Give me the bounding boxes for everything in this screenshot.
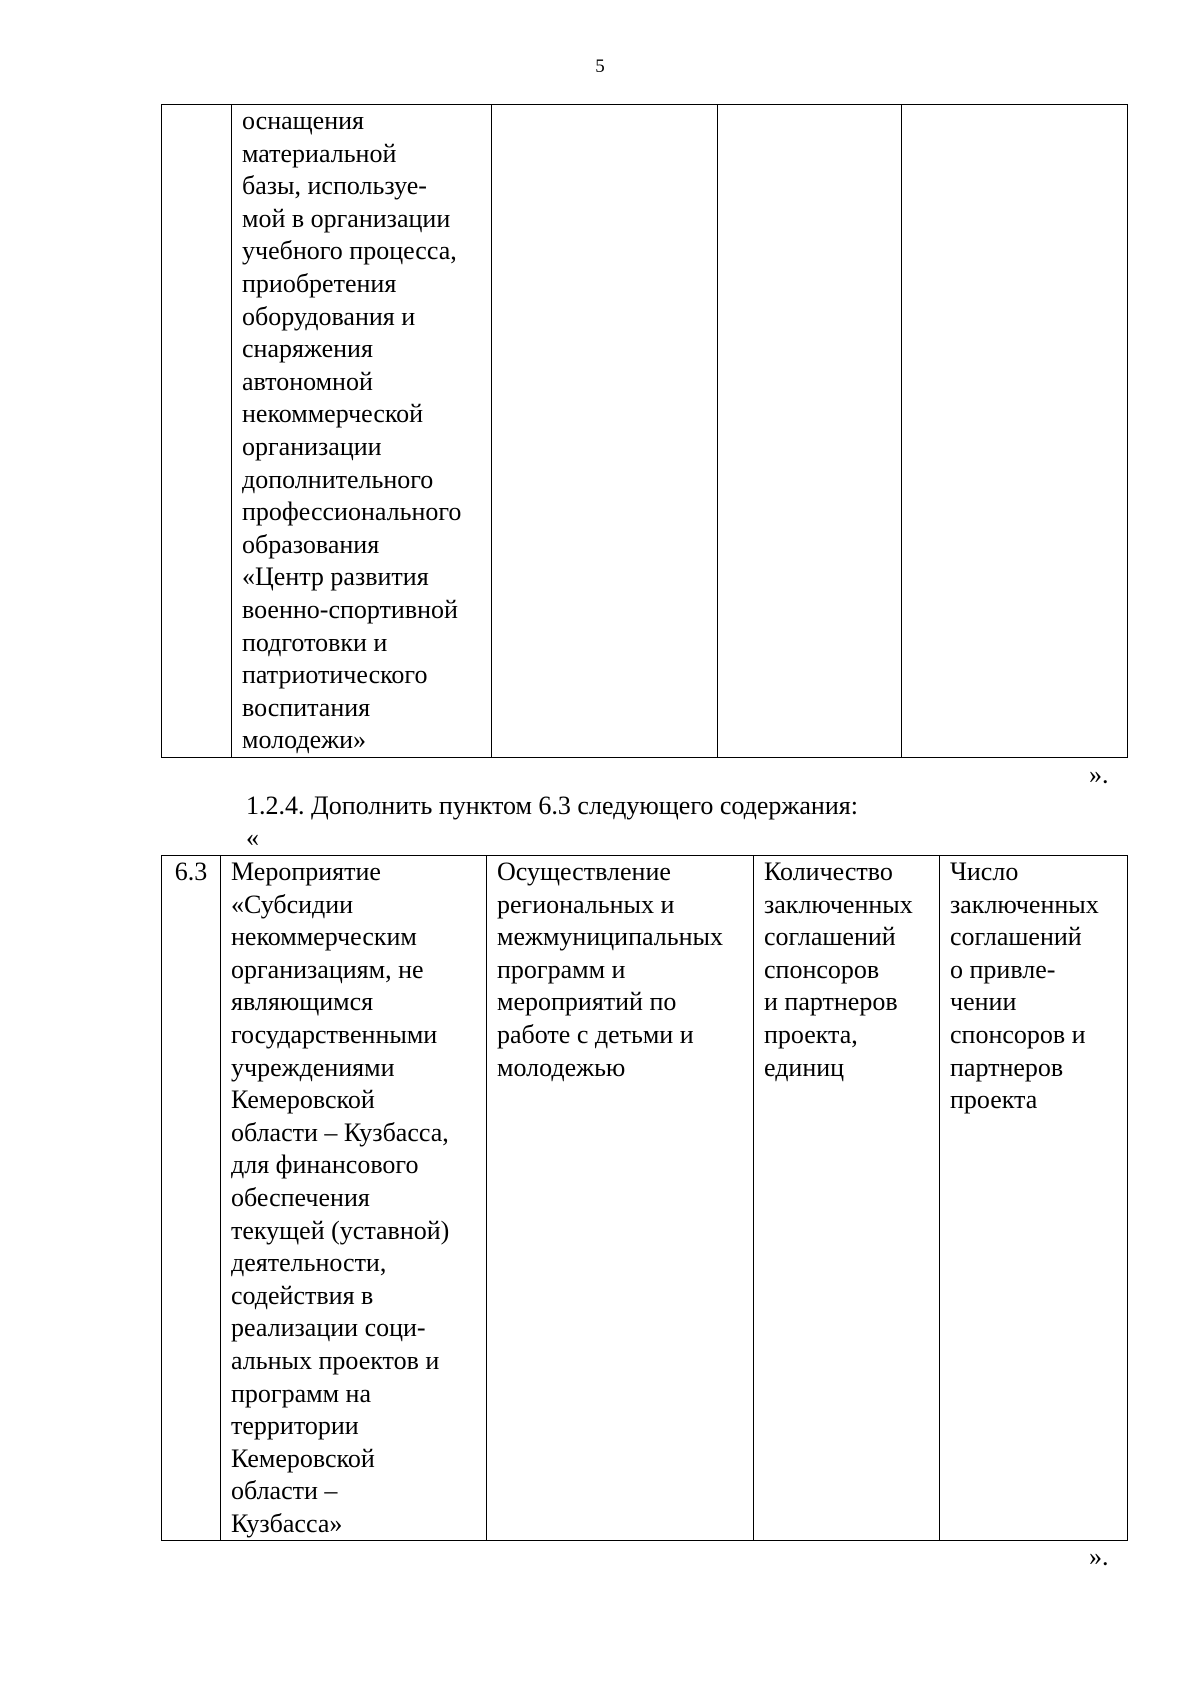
closing-quote: ». (1089, 760, 1109, 789)
table-row (162, 105, 1128, 758)
table-cell-number (162, 105, 232, 758)
table-cell-indicator (718, 105, 902, 758)
table-cell-indicator: Количество заключенных соглашений спонсоров и партнеров проекта, единиц (754, 856, 940, 1541)
table-cell-name: Мероприятие «Субсидии некоммерческим организациям, не являющимся государственными учреждениями Кемеровской области – Кузбасса, для финансового обеспечения текущей (уставной) деятельности, содействия в реализации соци- альных проектов и программ на территории Кемеровской области – Кузбасса» (221, 856, 487, 1541)
table-cell-description (492, 105, 718, 758)
table-cell-name: оснащения материальной базы, используе- мой в организации учебного процесса, приобретения оборудования и снаряжения автономной некоммерческой организации дополнительного профессионального образования «Центр развития военно-спортивной подготовки и патриотического воспитания молодежи» (232, 105, 492, 758)
opening-quote: « (246, 823, 259, 852)
table-cell-number: 6.3 (162, 856, 221, 1541)
page-number: 5 (595, 56, 605, 77)
program-table-new-item (161, 855, 1128, 1541)
table-cell-description: Осуществление региональных и межмуниципальных программ и мероприятий по работе с детьми и молодежью (487, 856, 754, 1541)
closing-quote: ». (1089, 1542, 1109, 1571)
table-cell-method: Число заключенных соглашений о привле- чении спонсоров и партнеров проекта (940, 856, 1128, 1541)
amendment-paragraph: 1.2.4. Дополнить пунктом 6.3 следующего содержания: (246, 791, 858, 820)
table-row (162, 856, 1128, 1541)
program-table-continuation (161, 104, 1128, 758)
table-cell-method (902, 105, 1128, 758)
